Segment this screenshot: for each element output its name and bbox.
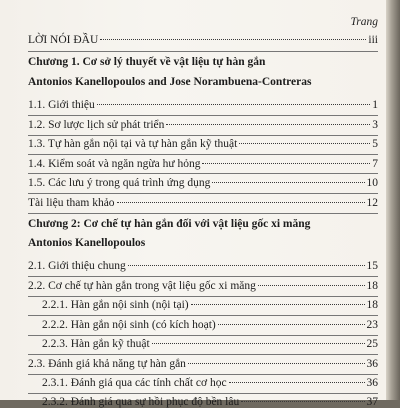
toc-entry <box>28 158 378 170</box>
dot-leader <box>241 401 364 402</box>
dot-leader <box>128 265 365 266</box>
toc-page: 5 <box>372 138 378 150</box>
chapter-2-authors: Antonios Kanellopoulos <box>28 237 146 249</box>
toc-page: 37 <box>366 396 378 408</box>
dot-leader <box>229 382 365 383</box>
dot-leader <box>117 202 365 203</box>
toc-entry <box>28 197 378 209</box>
toc-label: Tài liệu tham khảo <box>28 197 115 209</box>
divider <box>28 193 378 194</box>
toc-entry <box>28 99 378 111</box>
toc-page: 1 <box>372 99 378 111</box>
toc-label: 1.2. Sơ lược lịch sử phát triển <box>28 119 165 131</box>
divider <box>28 135 378 136</box>
chapter-1-authors: Antonios Kanellopoulos and Jose Norambuena-Contreras <box>28 76 312 88</box>
page-edge-shadow <box>386 0 400 400</box>
toc-entry <box>28 338 378 350</box>
toc-label: 2.1. Giới thiệu chung <box>28 260 126 272</box>
toc-label: 2.3.2. Đánh giá qua sự hồi phục độ bền lâu <box>42 396 240 408</box>
divider <box>28 51 378 52</box>
toc <box>28 0 378 408</box>
dot-leader <box>100 39 366 40</box>
toc-page: 7 <box>372 158 378 170</box>
divider <box>28 154 378 155</box>
dot-leader <box>191 304 365 305</box>
toc-entry <box>28 358 378 370</box>
dot-leader <box>188 363 365 364</box>
toc-entry <box>28 177 378 189</box>
dot-leader <box>202 163 370 164</box>
toc-label: 2.2.1. Hàn gắn nội sinh (nội tại) <box>42 299 189 311</box>
toc-page: 36 <box>366 358 378 370</box>
toc-label: LỜI NÓI ĐẦU <box>28 34 99 46</box>
toc-page: 36 <box>366 377 378 389</box>
toc-entry <box>28 299 378 311</box>
dot-leader <box>258 285 365 286</box>
toc-label: 1.3. Tự hàn gắn nội tại và tự hàn gắn kỹ thuật <box>28 138 238 150</box>
divider <box>28 315 378 316</box>
divider <box>28 335 378 336</box>
toc-entry <box>28 119 378 131</box>
toc-page: 12 <box>366 197 378 209</box>
toc-entry-preface <box>28 34 378 46</box>
toc-label: 1.4. Kiểm soát và ngăn ngừa hư hỏng <box>28 158 201 170</box>
toc-label: 2.2. Cơ chế tự hàn gắn trong vật liệu gốc xi măng <box>28 280 256 292</box>
toc-label: 2.3.1. Đánh giá qua các tính chất cơ học <box>42 377 227 389</box>
toc-page: 10 <box>366 177 378 189</box>
chapter-1-title: Chương 1. Cơ sở lý thuyết về vật liệu tự hàn gắn <box>28 56 266 68</box>
dot-leader <box>212 182 364 183</box>
toc-label: 2.3. Đánh giá khả năng tự hàn gắn <box>28 358 186 370</box>
toc-entry <box>28 260 378 272</box>
toc-page: 15 <box>366 260 378 272</box>
page-column-header: Trang <box>350 16 378 28</box>
toc-entry <box>28 319 378 331</box>
divider <box>28 374 378 375</box>
toc-label: 2.2.3. Hàn gắn kỹ thuật <box>42 338 150 350</box>
dot-leader <box>218 324 365 325</box>
toc-label: 1.5. Các lưu ý trong quá trình ứng dụng <box>28 177 211 189</box>
dot-leader <box>239 143 370 144</box>
divider <box>28 213 378 214</box>
toc-page: iii <box>368 34 378 46</box>
toc-entry <box>28 396 378 408</box>
dot-leader <box>166 124 370 125</box>
divider <box>28 296 378 297</box>
divider <box>28 393 378 394</box>
toc-page: 3 <box>372 119 378 131</box>
toc-label: 2.2.2. Hàn gắn nội sinh (có kích hoạt) <box>42 319 216 331</box>
toc-entry <box>28 280 378 292</box>
toc-page: 18 <box>366 299 378 311</box>
divider <box>28 115 378 116</box>
toc-page: 25 <box>366 338 378 350</box>
toc-entry <box>28 377 378 389</box>
toc-label: 1.1. Giới thiệu <box>28 99 95 111</box>
toc-entry <box>28 138 378 150</box>
dot-leader <box>97 104 370 105</box>
chapter-2-title: Chương 2: Cơ chế tự hàn gắn đối với vật liệu gốc xi măng <box>28 218 311 230</box>
divider <box>28 173 378 174</box>
divider <box>28 276 378 277</box>
toc-page: 23 <box>366 319 378 331</box>
toc-page: 18 <box>366 280 378 292</box>
dot-leader <box>152 343 365 344</box>
divider <box>28 354 378 355</box>
